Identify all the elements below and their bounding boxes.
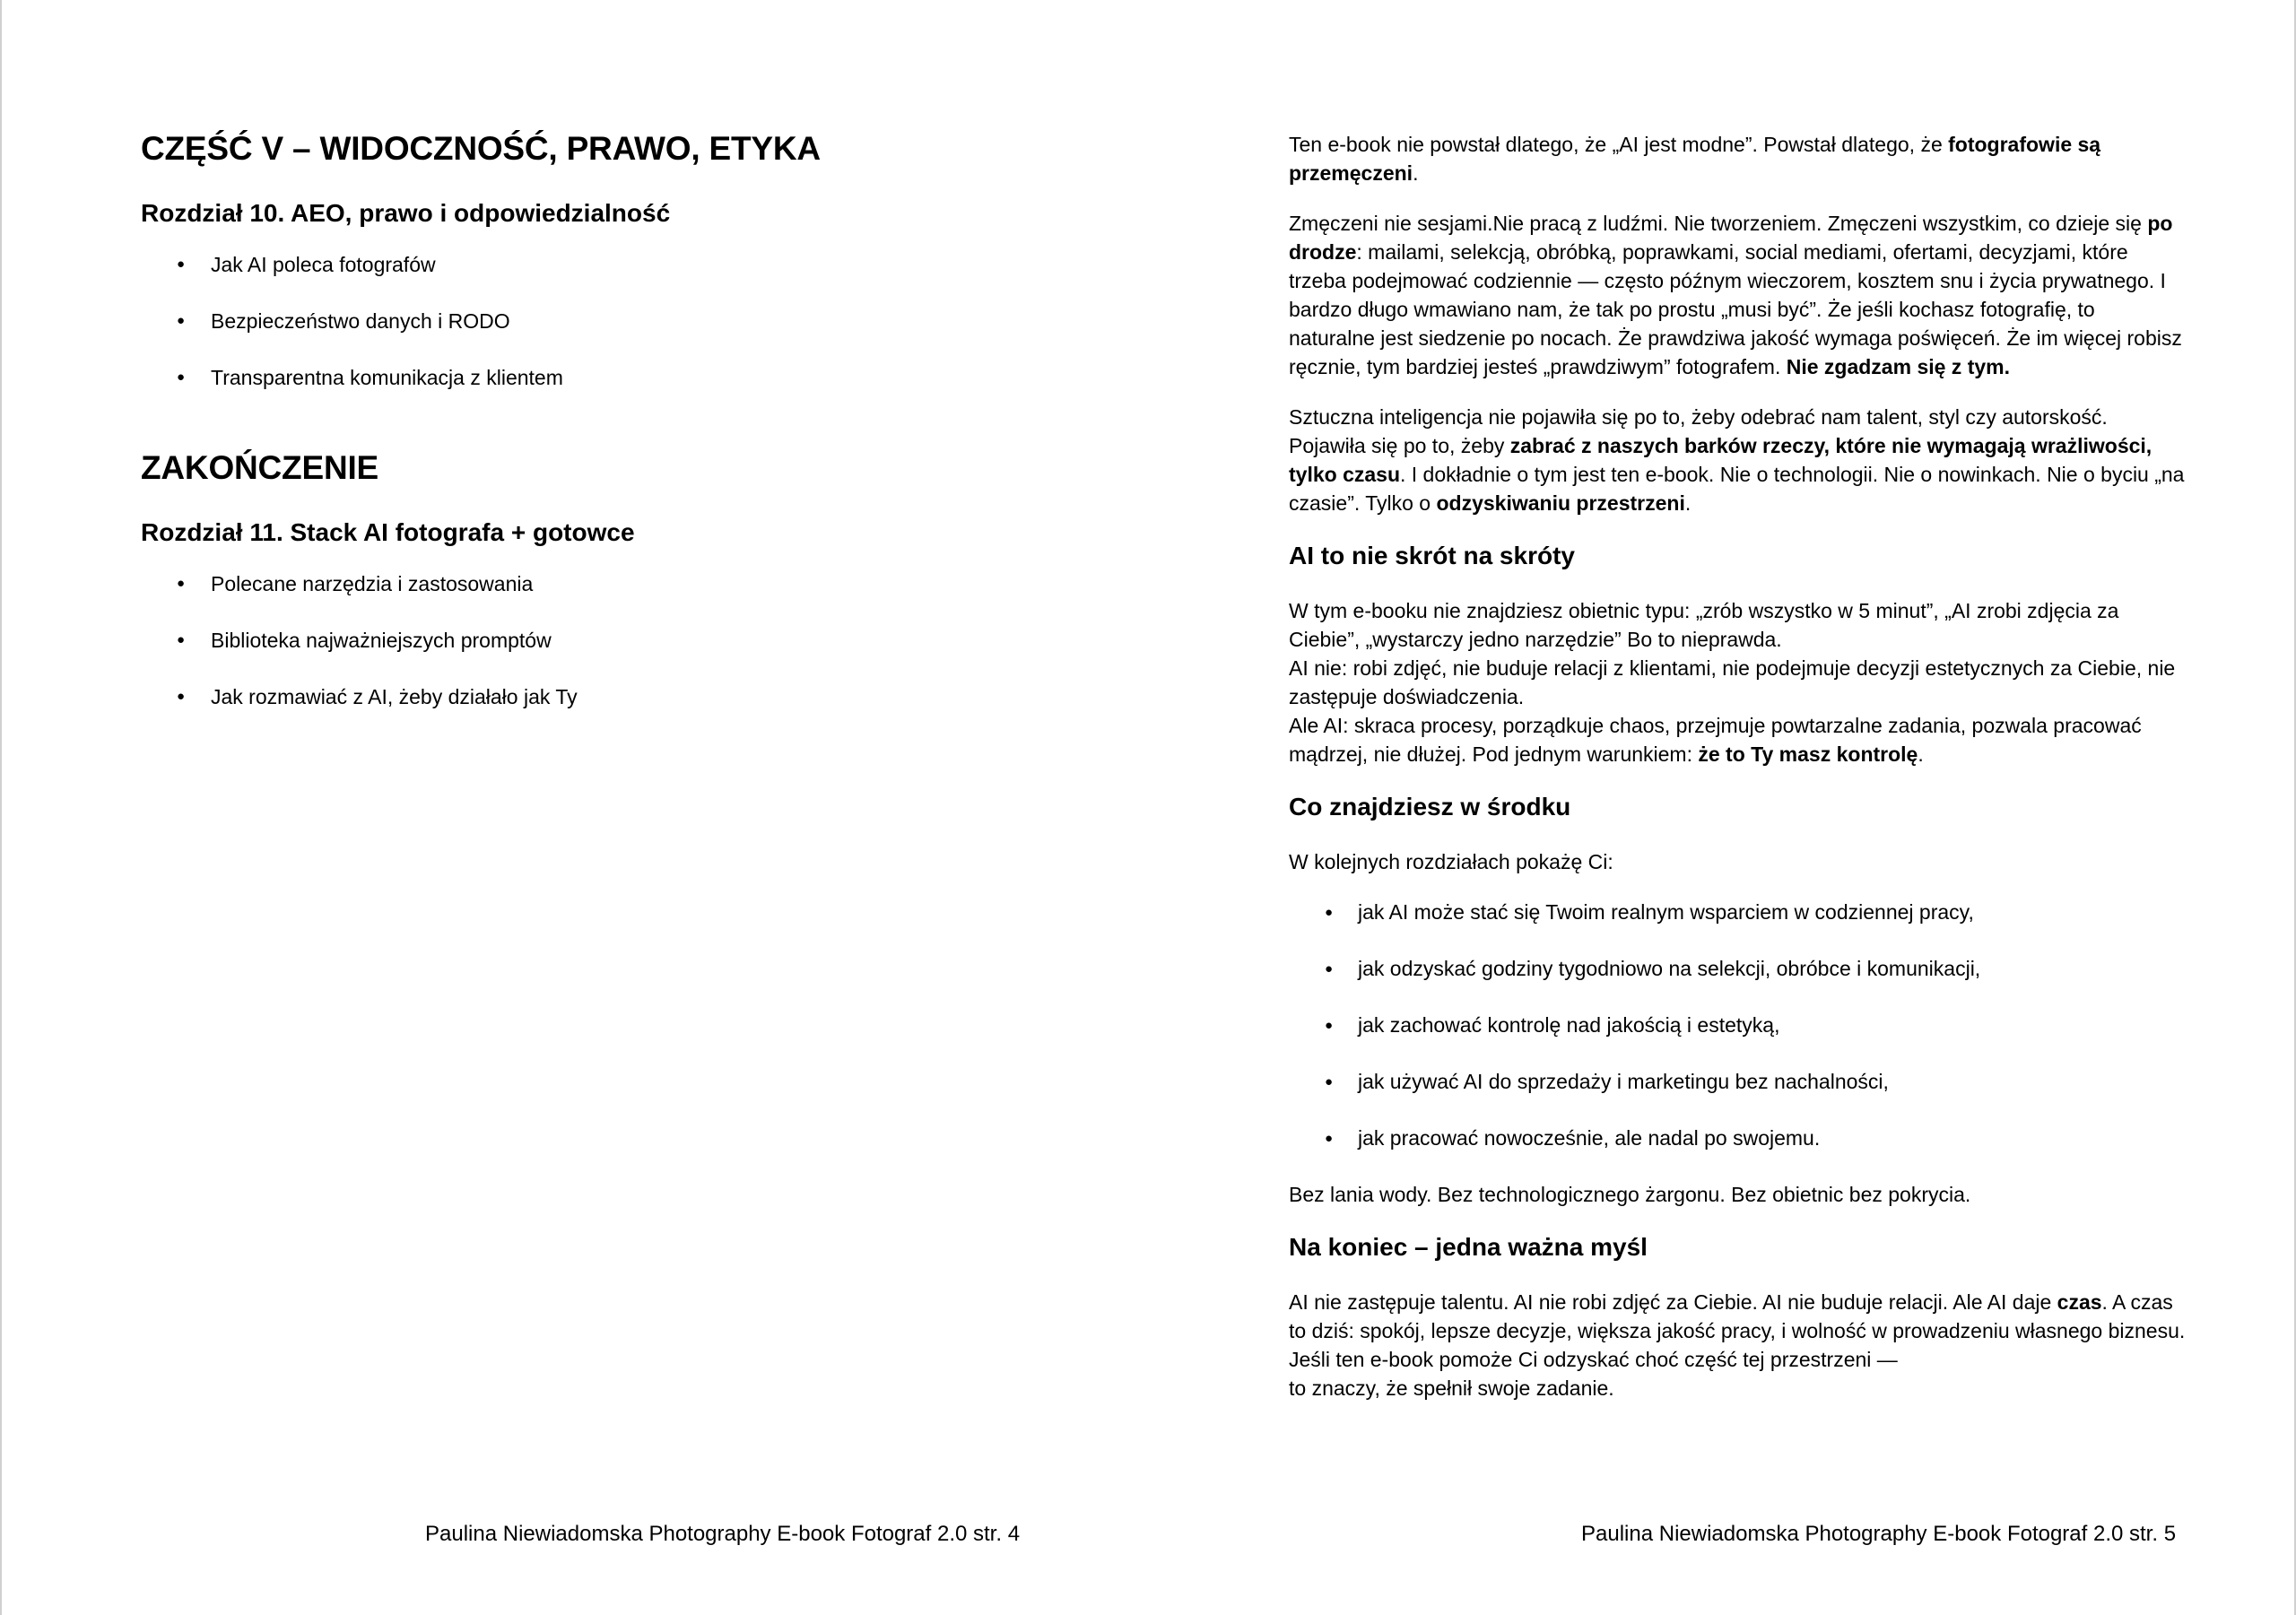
left-page-content <box>141 127 1074 766</box>
list-item: ● jak AI może stać się Twoim realnym wsparciem w codziennej pracy, <box>1289 898 2186 926</box>
list-item: ● jak pracować nowocześnie, ale nadal po swojemu. <box>1289 1124 2186 1152</box>
intro-paragraph-2: Zmęczeni nie sesjami.Nie pracą z ludźmi. Nie tworzeniem. Zmęczeni wszystkim, co dzieje się po drodze: mailami, selekcją, obróbką, poprawkami, social mediami, ofertami, decyzjami, które trzeba podejmować codziennie — często późnym wieczorem, kosztem snu i życia prywatnego. I bardzo długo wmawiano nam, że tak po prostu „musi być”. Że jeśli kochasz fotografię, to naturalne jest siedzenie po nocach. Że prawdziwa jakość wymaga poświęceń. Że im więcej robisz ręcznie, tym bardziej jesteś „prawdziwym” fotografem. Nie zgadzam się z tym. <box>1289 212 2182 378</box>
chapter-10-list <box>141 251 1074 391</box>
section-2-list <box>1289 898 2186 1152</box>
section-1-paragraph: W tym e-booku nie znajdziesz obietnic typu: „zrób wszystko w 5 minut”, „AI zrobi zdjęcia za Ciebie”, „wystarczy jedno narzędzie” Bo to nieprawda. AI nie: robi zdjęć, nie buduje relacji z klientami, nie podejmuje decyzji estetycznych za Ciebie, nie zastępuje doświadczenia. Ale AI: skraca procesy, porządkuje chaos, przejmuje powtarzalne zadania, pozwala pracować mądrzej, nie dłużej. Pod jednym warunkiem: że to Ty masz kontrolę. <box>1289 599 2176 766</box>
section-title: AI to nie skrót na skróty <box>1289 542 1575 569</box>
list-item: ● Transparentna komunikacja z klientem <box>141 364 1074 391</box>
section-title: Na koniec – jedna ważna myśl <box>1289 1233 1648 1261</box>
chapter-11-list <box>141 570 1074 710</box>
list-item: ● Jak AI poleca fotografów <box>141 251 1074 278</box>
list-item: ● jak odzyskać godziny tygodniowo na selekcji, obróbce i komunikacji, <box>1289 954 2186 983</box>
list-item: ● Biblioteka najważniejszych promptów <box>141 627 1074 654</box>
list-item: ● Bezpieczeństwo danych i RODO <box>141 308 1074 334</box>
ending-title: ZAKOŃCZENIE <box>141 449 379 486</box>
chapter-10-title: Rozdział 10. AEO, prawo i odpowiedzialność <box>141 199 671 227</box>
list-item: ● Polecane narzędzia i zastosowania <box>141 570 1074 597</box>
right-page-content <box>1289 130 2186 1424</box>
part-title: CZĘŚĆ V – WIDOCZNOŚĆ, PRAWO, ETYKA <box>141 130 821 167</box>
section-title: Co znajdziesz w środku <box>1289 793 1571 821</box>
chapter-11-title: Rozdział 11. Stack AI fotografa + gotowce <box>141 518 635 546</box>
list-item: ● jak używać AI do sprzedaży i marketingu bez nachalności, <box>1289 1067 2186 1096</box>
section-2-lead: W kolejnych rozdziałach pokażę Ci: <box>1289 850 1613 873</box>
page-5 <box>1148 0 2296 1615</box>
intro-paragraph-1: Ten e-book nie powstał dlatego, że „AI jest modne”. Powstał dlatego, że fotografowie są przemęczeni. <box>1289 133 2101 185</box>
page-footer: Paulina Niewiadomska Photography E-book Fotograf 2.0 str. 4 <box>425 1522 1021 1546</box>
list-item: ● jak zachować kontrolę nad jakością i estetyką, <box>1289 1011 2186 1039</box>
page-footer: Paulina Niewiadomska Photography E-book Fotograf 2.0 str. 5 <box>1581 1522 2177 1546</box>
intro-paragraph-3: Sztuczna inteligencja nie pojawiła się po to, żeby odebrać nam talent, styl czy autorskość. Pojawiła się po to, żeby zabrać z naszych barków rzeczy, które nie wymagają wrażliwości, tylko czasu. I dokładnie o tym jest ten e-book. Nie o technologii. Nie o nowinkach. Nie o byciu „na czasie”. Tylko o odzyskiwaniu przestrzeni. <box>1289 405 2185 515</box>
section-2-closing: Bez lania wody. Bez technologicznego żargonu. Bez obietnic bez pokrycia. <box>1289 1183 1971 1206</box>
section-3-paragraph: AI nie zastępuje talentu. AI nie robi zdjęć za Ciebie. AI nie buduje relacji. Ale AI daje czas. A czas to dziś: spokój, lepsze decyzje, większa jakość pracy, i wolność w prowadzeniu własnego biznesu. Jeśli ten e-book pomoże Ci odzyskać choć część tej przestrzeni — to znaczy, że spełnił swoje zadanie. <box>1289 1290 2186 1400</box>
list-item: ● Jak rozmawiać z AI, żeby działało jak Ty <box>141 683 1074 710</box>
